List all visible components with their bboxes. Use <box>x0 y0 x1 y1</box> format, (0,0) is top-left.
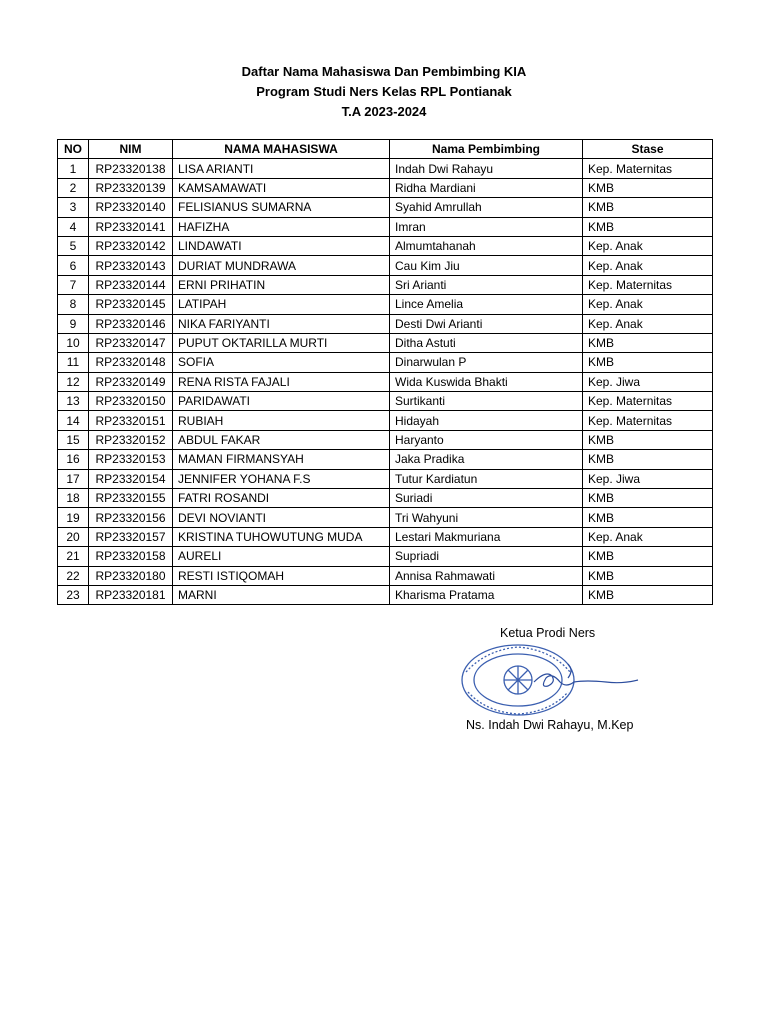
table-row <box>58 392 713 411</box>
cell-student-name: ABDUL FAKAR <box>173 430 390 449</box>
cell-nim: RP23320158 <box>89 547 173 566</box>
cell-stase: KMB <box>583 450 713 469</box>
cell-stase: Kep. Maternitas <box>583 411 713 430</box>
table-row <box>58 469 713 488</box>
table-row <box>58 256 713 275</box>
cell-no: 8 <box>58 295 89 314</box>
cell-no: 4 <box>58 217 89 236</box>
cell-supervisor: Desti Dwi Arianti <box>390 314 583 333</box>
cell-supervisor: Wida Kuswida Bhakti <box>390 372 583 391</box>
cell-no: 13 <box>58 392 89 411</box>
cell-stase: KMB <box>583 333 713 352</box>
cell-student-name: KRISTINA TUHOWUTUNG MUDA <box>173 527 390 546</box>
cell-student-name: LATIPAH <box>173 295 390 314</box>
table-row <box>58 508 713 527</box>
cell-no: 16 <box>58 450 89 469</box>
cell-student-name: MAMAN FIRMANSYAH <box>173 450 390 469</box>
signatory-role: Ketua Prodi Ners <box>500 626 596 640</box>
cell-stase: KMB <box>583 353 713 372</box>
document-title: Daftar Nama Mahasiswa Dan Pembimbing KIA <box>241 64 527 79</box>
cell-no: 14 <box>58 411 89 430</box>
cell-nim: RP23320138 <box>89 159 173 178</box>
cell-student-name: ERNI PRIHATIN <box>173 275 390 294</box>
cell-student-name: HAFIZHA <box>173 217 390 236</box>
cell-stase: KMB <box>583 198 713 217</box>
table-row <box>58 295 713 314</box>
cell-stase: Kep. Anak <box>583 236 713 255</box>
table-body <box>58 159 713 605</box>
cell-no: 9 <box>58 314 89 333</box>
cell-stase: Kep. Anak <box>583 256 713 275</box>
cell-supervisor: Jaka Pradika <box>390 450 583 469</box>
cell-stase: KMB <box>583 430 713 449</box>
cell-supervisor: Kharisma Pratama <box>390 585 583 604</box>
table-row <box>58 314 713 333</box>
cell-supervisor: Supriadi <box>390 547 583 566</box>
cell-nim: RP23320148 <box>89 353 173 372</box>
cell-stase: Kep. Jiwa <box>583 372 713 391</box>
cell-stase: Kep. Maternitas <box>583 159 713 178</box>
cell-student-name: RUBIAH <box>173 411 390 430</box>
cell-nim: RP23320151 <box>89 411 173 430</box>
cell-nim: RP23320150 <box>89 392 173 411</box>
cell-no: 1 <box>58 159 89 178</box>
cell-supervisor: Ridha Mardiani <box>390 178 583 197</box>
cell-no: 15 <box>58 430 89 449</box>
table-row <box>58 489 713 508</box>
cell-student-name: MARNI <box>173 585 390 604</box>
cell-nim: RP23320155 <box>89 489 173 508</box>
cell-nim: RP23320180 <box>89 566 173 585</box>
cell-stase: Kep. Maternitas <box>583 392 713 411</box>
cell-supervisor: Ditha Astuti <box>390 333 583 352</box>
cell-supervisor: Tri Wahyuni <box>390 508 583 527</box>
cell-student-name: JENNIFER YOHANA F.S <box>173 469 390 488</box>
cell-supervisor: Suriadi <box>390 489 583 508</box>
cell-supervisor: Syahid Amrullah <box>390 198 583 217</box>
cell-student-name: NIKA FARIYANTI <box>173 314 390 333</box>
cell-stase: Kep. Anak <box>583 527 713 546</box>
cell-no: 2 <box>58 178 89 197</box>
cell-student-name: DURIAT MUNDRAWA <box>173 256 390 275</box>
cell-nim: RP23320146 <box>89 314 173 333</box>
cell-stase: Kep. Maternitas <box>583 275 713 294</box>
cell-nim: RP23320144 <box>89 275 173 294</box>
cell-no: 7 <box>58 275 89 294</box>
cell-nim: RP23320153 <box>89 450 173 469</box>
table-row <box>58 450 713 469</box>
cell-nim: RP23320140 <box>89 198 173 217</box>
cell-nim: RP23320142 <box>89 236 173 255</box>
table-row <box>58 275 713 294</box>
cell-nim: RP23320157 <box>89 527 173 546</box>
table-row <box>58 585 713 604</box>
table-header-row <box>58 140 713 159</box>
cell-student-name: FELISIANUS SUMARNA <box>173 198 390 217</box>
table-row <box>58 159 713 178</box>
cell-no: 18 <box>58 489 89 508</box>
cell-nim: RP23320141 <box>89 217 173 236</box>
cell-stase: Kep. Anak <box>583 295 713 314</box>
cell-supervisor: Hidayah <box>390 411 583 430</box>
table-row <box>58 566 713 585</box>
cell-student-name: RENA RISTA FAJALI <box>173 372 390 391</box>
handwritten-signature-icon <box>534 664 638 686</box>
cell-nim: RP23320181 <box>89 585 173 604</box>
cell-nim: RP23320154 <box>89 469 173 488</box>
cell-nim: RP23320156 <box>89 508 173 527</box>
student-supervisor-table <box>57 139 713 605</box>
cell-stase: KMB <box>583 217 713 236</box>
table-row <box>58 333 713 352</box>
cell-stase: KMB <box>583 585 713 604</box>
table-row <box>58 198 713 217</box>
table-row <box>58 527 713 546</box>
cell-supervisor: Sri Arianti <box>390 275 583 294</box>
cell-supervisor: Surtikanti <box>390 392 583 411</box>
table-row <box>58 547 713 566</box>
cell-nim: RP23320152 <box>89 430 173 449</box>
cell-stase: Kep. Anak <box>583 314 713 333</box>
cell-stase: KMB <box>583 547 713 566</box>
cell-no: 6 <box>58 256 89 275</box>
cell-no: 5 <box>58 236 89 255</box>
cell-supervisor: Cau Kim Jiu <box>390 256 583 275</box>
cell-no: 21 <box>58 547 89 566</box>
column-header-stase: Stase <box>583 140 713 159</box>
cell-student-name: RESTI ISTIQOMAH <box>173 566 390 585</box>
cell-student-name: DEVI NOVIANTI <box>173 508 390 527</box>
cell-stase: KMB <box>583 489 713 508</box>
cell-no: 11 <box>58 353 89 372</box>
column-header-supervisor: Nama Pembimbing <box>390 140 583 159</box>
signature-block <box>440 620 670 740</box>
cell-supervisor: Almumtahanah <box>390 236 583 255</box>
column-header-no: NO <box>58 140 89 159</box>
cell-student-name: PARIDAWATI <box>173 392 390 411</box>
cell-nim: RP23320143 <box>89 256 173 275</box>
cell-supervisor: Imran <box>390 217 583 236</box>
cell-no: 20 <box>58 527 89 546</box>
table-row <box>58 236 713 255</box>
cell-student-name: SOFIA <box>173 353 390 372</box>
cell-no: 22 <box>58 566 89 585</box>
cell-student-name: PUPUT OKTARILLA MURTI <box>173 333 390 352</box>
cell-stase: KMB <box>583 178 713 197</box>
cell-no: 19 <box>58 508 89 527</box>
cell-supervisor: Tutur Kardiatun <box>390 469 583 488</box>
cell-supervisor: Annisa Rahmawati <box>390 566 583 585</box>
cell-stase: Kep. Jiwa <box>583 469 713 488</box>
cell-nim: RP23320149 <box>89 372 173 391</box>
column-header-nim: NIM <box>89 140 173 159</box>
column-header-student-name: NAMA MAHASISWA <box>173 140 390 159</box>
cell-no: 23 <box>58 585 89 604</box>
cell-student-name: FATRI ROSANDI <box>173 489 390 508</box>
cell-stase: KMB <box>583 508 713 527</box>
cell-no: 12 <box>58 372 89 391</box>
cell-supervisor: Lince Amelia <box>390 295 583 314</box>
table-row <box>58 430 713 449</box>
cell-no: 17 <box>58 469 89 488</box>
cell-student-name: LISA ARIANTI <box>173 159 390 178</box>
institution-seal-stamp-icon <box>456 642 646 718</box>
document-subtitle: Program Studi Ners Kelas RPL Pontianak <box>256 84 512 99</box>
cell-student-name: KAMSAMAWATI <box>173 178 390 197</box>
cell-supervisor: Haryanto <box>390 430 583 449</box>
cell-nim: RP23320139 <box>89 178 173 197</box>
cell-student-name: LINDAWATI <box>173 236 390 255</box>
academic-year: T.A 2023-2024 <box>341 104 427 119</box>
cell-stase: KMB <box>583 566 713 585</box>
table-row <box>58 217 713 236</box>
cell-nim: RP23320145 <box>89 295 173 314</box>
table-row <box>58 178 713 197</box>
cell-no: 3 <box>58 198 89 217</box>
table-row <box>58 372 713 391</box>
cell-supervisor: Lestari Makmuriana <box>390 527 583 546</box>
cell-supervisor: Indah Dwi Rahayu <box>390 159 583 178</box>
table-row <box>58 411 713 430</box>
document-header <box>0 62 768 122</box>
cell-student-name: AURELI <box>173 547 390 566</box>
cell-supervisor: Dinarwulan P <box>390 353 583 372</box>
table-row <box>58 353 713 372</box>
cell-nim: RP23320147 <box>89 333 173 352</box>
cell-no: 10 <box>58 333 89 352</box>
signatory-name: Ns. Indah Dwi Rahayu, M.Kep <box>466 718 634 732</box>
